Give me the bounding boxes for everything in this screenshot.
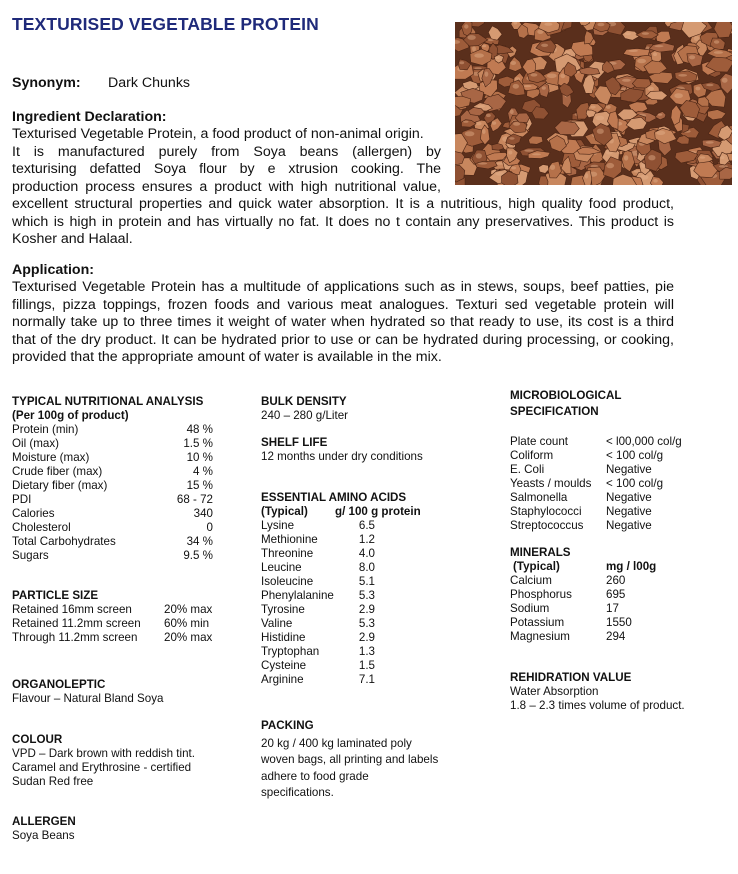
- amino-label: Valine: [261, 617, 293, 630]
- nutrition-label: PDI: [12, 493, 32, 506]
- colour-line: Caramel and Erythrosine - certified: [12, 761, 192, 774]
- micro-heading-2: SPECIFICATION: [510, 405, 599, 418]
- chunk-highlight: [624, 155, 628, 160]
- nutrition-value: 1.5 %: [183, 437, 213, 450]
- ingredient-line: Texturised Vegetable Protein, a food product of non-animal origin.: [12, 126, 424, 142]
- chunk-highlight: [472, 46, 476, 51]
- amino-label: Leucine: [261, 561, 302, 574]
- organoleptic-heading: ORGANOLEPTIC: [12, 678, 106, 691]
- chunk-highlight: [648, 87, 654, 91]
- amino-row: [261, 603, 471, 617]
- shelf-text: 12 months under dry conditions: [261, 450, 423, 463]
- amino-label: Tyrosine: [261, 603, 305, 616]
- amino-value: 6.5: [358, 519, 375, 532]
- particle-value: 20% max: [164, 631, 213, 644]
- particle-section: [12, 589, 237, 645]
- minerals-row: [510, 588, 735, 602]
- chunk-highlight: [706, 141, 714, 144]
- chunk-highlight: [464, 24, 468, 28]
- chunk-highlight: [596, 116, 605, 121]
- nutrition-value: 68 - 72: [176, 493, 213, 506]
- particle-value: 60% min: [164, 617, 210, 630]
- particle-label: Retained 16mm screen: [12, 603, 132, 616]
- allergen-text: Soya Beans: [12, 829, 75, 842]
- amino-label: Arginine: [261, 673, 304, 686]
- packing-heading: PACKING: [261, 719, 314, 732]
- chunk-highlight: [628, 50, 638, 52]
- chunk-highlight: [622, 79, 631, 82]
- amino-row: [261, 575, 471, 589]
- nutrition-row: [12, 521, 237, 535]
- amino-value: 4.0: [358, 547, 375, 560]
- allergen-heading: ALLERGEN: [12, 815, 76, 828]
- amino-value: 5.3: [358, 617, 375, 630]
- chunk-highlight: [544, 23, 552, 26]
- micro-row: [510, 463, 735, 477]
- amino-label: Lysine: [261, 519, 295, 532]
- chunk-highlight: [530, 73, 537, 76]
- nutrition-value: 48 %: [186, 423, 213, 436]
- rehydration-section: [510, 671, 685, 713]
- amino-value: 1.3: [358, 645, 375, 658]
- nutrition-value: 10 %: [186, 451, 213, 464]
- packing-line: woven bags, all printing and labels: [261, 753, 439, 766]
- application-text: Texturised Vegetable Protein has a multitude of applications such as in stews, soups, beef patties, pie fillings, pizza toppings, frozen foods and various meat analogues. Texturi sed vegetable protein will normally take up to three times it weight of water when hydrated so that ready to use, its cost is a third that of the dry product. It can be hydrated prior to use or can be hydrated during processing, or cooking, provided that the appropriate amount of water is available in the mix.: [12, 279, 674, 366]
- chunk-highlight: [550, 165, 555, 170]
- chunk-highlight: [625, 32, 631, 35]
- chunk-highlight: [694, 36, 699, 41]
- chunk-highlight: [606, 163, 614, 168]
- chunk-highlight: [476, 122, 482, 126]
- nutrition-row: [12, 423, 237, 437]
- bulk-text: 240 – 280 g/Liter: [261, 409, 349, 422]
- page-title: TEXTURISED VEGETABLE PROTEIN: [12, 14, 319, 34]
- chunk-highlight: [511, 166, 516, 169]
- minerals-value: 294: [606, 630, 626, 643]
- application-heading: Application:: [12, 262, 94, 278]
- amino-value: 8.0: [358, 561, 375, 574]
- micro-row: [510, 519, 735, 533]
- amino-row: [261, 631, 471, 645]
- chunk-highlight: [474, 53, 484, 57]
- minerals-subheading: [510, 560, 735, 574]
- chunk-highlight: [485, 71, 489, 76]
- nutrition-table: [12, 423, 237, 563]
- chunk-highlight: [585, 173, 589, 178]
- micro-value: Negative: [606, 491, 652, 504]
- chunk-highlight: [465, 131, 475, 136]
- micro-value: Negative: [606, 519, 652, 532]
- minerals-heading: MINERALS: [510, 546, 571, 559]
- amino-label: Tryptophan: [261, 645, 320, 658]
- packing-section: [261, 718, 438, 802]
- chunk-highlight: [714, 51, 723, 54]
- minerals-sub-left: (Typical): [513, 560, 560, 573]
- nutrition-label: Calories: [12, 507, 55, 520]
- minerals-row: [510, 616, 735, 630]
- amino-row: [261, 547, 471, 561]
- chunk-highlight: [637, 59, 646, 64]
- organoleptic-section: [12, 678, 163, 706]
- amino-row: [261, 659, 471, 673]
- nutrition-row: [12, 479, 237, 493]
- minerals-section: [510, 546, 735, 644]
- minerals-value: 17: [606, 602, 619, 615]
- nutrition-row: [12, 507, 237, 521]
- chunk-highlight: [597, 129, 604, 134]
- amino-value: 2.9: [358, 603, 375, 616]
- chunk-shape: [632, 79, 651, 88]
- packing-line: adhere to food grade: [261, 769, 369, 783]
- micro-label: Coliform: [510, 449, 554, 462]
- chunk-highlight: [467, 35, 475, 40]
- minerals-value: 260: [606, 574, 626, 587]
- chunk-highlight: [658, 114, 662, 116]
- amino-value: 2.9: [358, 631, 375, 644]
- particle-row: [12, 617, 237, 631]
- minerals-label: Calcium: [510, 574, 552, 587]
- minerals-label: Phosphorus: [510, 588, 572, 601]
- ingredient-line: texturising defatted Soya flour by e xtrusion cooking. The: [12, 161, 441, 178]
- micro-row: [510, 491, 735, 505]
- nutrition-value: 34 %: [186, 535, 213, 548]
- chunk-highlight: [482, 45, 486, 48]
- chunk-highlight: [510, 109, 514, 114]
- colour-section: [12, 733, 195, 789]
- nutrition-row: [12, 549, 237, 563]
- amino-value: 5.3: [358, 589, 375, 602]
- micro-label: Salmonella: [510, 491, 568, 504]
- nutrition-value: 9.5 %: [183, 549, 213, 562]
- nutrition-section: [12, 395, 237, 563]
- amino-row: [261, 645, 471, 659]
- chunk-highlight: [678, 74, 687, 77]
- micro-heading-block: [510, 388, 735, 420]
- synonym-label: Synonym:: [12, 75, 81, 91]
- amino-value: 7.1: [358, 673, 375, 686]
- nutrition-label: Cholesterol: [12, 521, 71, 534]
- minerals-row: [510, 602, 735, 616]
- minerals-value: 1550: [606, 616, 632, 629]
- shelf-section: [261, 436, 423, 464]
- chunk-highlight: [492, 121, 497, 124]
- amino-row: [261, 533, 471, 547]
- packing-line: 20 kg / 400 kg laminated poly: [261, 736, 412, 750]
- chunk-highlight: [496, 57, 500, 59]
- micro-label: Staphylococci: [510, 505, 582, 518]
- chunk-highlight: [474, 67, 482, 69]
- ingredient-line: It is manufactured purely from Soya beans (allergen) by: [12, 143, 441, 160]
- micro-label: Plate count: [510, 435, 569, 448]
- amino-row: [261, 673, 471, 687]
- nutrition-value: 15 %: [186, 479, 213, 492]
- chunk-highlight: [509, 137, 514, 140]
- nutrition-value: 4 %: [193, 465, 213, 478]
- ingredient-heading: Ingredient Declaration:: [12, 109, 167, 125]
- chunk-highlight: [513, 122, 520, 126]
- chunk-highlight: [547, 74, 557, 79]
- nutrition-label: Protein (min): [12, 423, 79, 436]
- nutrition-row: [12, 465, 237, 479]
- minerals-row: [510, 574, 735, 588]
- rehydration-line: Water Absorption: [510, 685, 599, 698]
- amino-sub-right: g/ 100 g protein: [335, 505, 421, 518]
- nutrition-subheading: (Per 100g of product): [12, 409, 129, 422]
- amino-value: 1.5: [358, 659, 375, 672]
- chunk-highlight: [689, 55, 695, 59]
- chunk-highlight: [642, 32, 649, 35]
- micro-heading: MICROBIOLOGICAL: [510, 389, 622, 402]
- micro-row: [510, 449, 735, 463]
- nutrition-value: 0: [206, 521, 213, 534]
- chunk-highlight: [482, 129, 486, 134]
- chunk-highlight: [653, 179, 658, 183]
- nutrition-row: [12, 437, 237, 451]
- micro-value: < l00,000 col/g: [606, 435, 682, 448]
- chunk-highlight: [648, 155, 655, 160]
- chunk-highlight: [523, 85, 531, 87]
- synonym-value: Dark Chunks: [108, 75, 191, 91]
- micro-value: Negative: [606, 505, 652, 518]
- organoleptic-text: Flavour – Natural Bland Soya: [12, 692, 164, 705]
- chunk-highlight: [476, 153, 482, 158]
- nutrition-row: [12, 451, 237, 465]
- nutrition-label: Oil (max): [12, 437, 60, 450]
- chunk-highlight: [542, 86, 546, 89]
- micro-row: [510, 435, 735, 449]
- chunk-highlight: [541, 44, 548, 47]
- chunk-highlight: [606, 105, 611, 109]
- chunk-highlight: [653, 53, 657, 57]
- minerals-label: Potassium: [510, 616, 565, 629]
- chunk-highlight: [478, 162, 487, 164]
- minerals-label: Magnesium: [510, 630, 570, 643]
- ingredient-narrow-text: [12, 126, 441, 196]
- chunk-highlight: [714, 40, 719, 43]
- micro-row: [510, 505, 735, 519]
- chunk-highlight: [511, 61, 517, 65]
- nutrition-heading: TYPICAL NUTRITIONAL ANALYSIS: [12, 395, 204, 408]
- colour-line: Sudan Red free: [12, 775, 94, 788]
- soya-chunks-photo: [455, 22, 732, 185]
- nutrition-label: Sugars: [12, 549, 49, 562]
- colour-heading: COLOUR: [12, 733, 63, 746]
- chunk-highlight: [590, 106, 595, 109]
- chunk-highlight: [700, 156, 706, 159]
- particle-heading: PARTICLE SIZE: [12, 589, 99, 602]
- chunk-highlight: [532, 153, 541, 155]
- amino-label: Phenylalanine: [261, 589, 334, 602]
- chunk-highlight: [597, 23, 604, 27]
- chunk-highlight: [478, 105, 486, 107]
- chunk-highlight: [459, 61, 464, 64]
- micro-row: [510, 477, 735, 491]
- chunk-highlight: [654, 45, 663, 47]
- chunk-highlight: [695, 87, 700, 91]
- particle-label: Retained 11.2mm screen: [12, 617, 141, 630]
- rehydration-heading: REHIDRATION VALUE: [510, 671, 632, 684]
- amino-row: [261, 617, 471, 631]
- ingredient-line: production process ensures a product with high nutritional value,: [12, 178, 441, 195]
- amino-label: Cysteine: [261, 659, 307, 672]
- bulk-section: [261, 395, 348, 423]
- nutrition-label: Total Carbohydrates: [12, 535, 116, 548]
- amino-label: Threonine: [261, 547, 314, 560]
- micro-value: < 100 col/g: [606, 449, 664, 462]
- chunk-highlight: [486, 114, 491, 117]
- particle-value: 20% max: [164, 603, 213, 616]
- chunk-highlight: [463, 121, 469, 123]
- amino-label: Isoleucine: [261, 575, 314, 588]
- packing-line: specifications.: [261, 786, 334, 799]
- amino-row: [261, 561, 471, 575]
- nutrition-value: 340: [193, 507, 213, 520]
- chunk-highlight: [706, 84, 713, 86]
- nutrition-label: Moisture (max): [12, 451, 90, 464]
- nutrition-label: Dietary fiber (max): [12, 479, 108, 492]
- nutrition-label: Crude fiber (max): [12, 465, 103, 478]
- minerals-row: [510, 630, 735, 644]
- nutrition-row: [12, 535, 237, 549]
- allergen-section: [12, 815, 76, 843]
- amino-label: Histidine: [261, 631, 306, 644]
- rehydration-line: 1.8 – 2.3 times volume of product.: [510, 699, 685, 712]
- bulk-heading: BULK DENSITY: [261, 395, 347, 408]
- amino-label: Methionine: [261, 533, 318, 546]
- minerals-sub-right: mg / l00g: [606, 560, 657, 573]
- particle-row: [12, 631, 237, 645]
- micro-label: Streptococcus: [510, 519, 584, 532]
- minerals-table: [510, 574, 735, 644]
- particle-label: Through 11.2mm screen: [12, 631, 138, 644]
- micro-value: < 100 col/g: [606, 477, 664, 490]
- micro-label: E. Coli: [510, 463, 545, 476]
- amino-row: [261, 589, 471, 603]
- synonym-row: [12, 75, 191, 93]
- particle-table: [12, 603, 237, 645]
- amino-row: [261, 519, 471, 533]
- chunk-highlight: [513, 84, 519, 89]
- micro-table: [510, 435, 735, 533]
- colour-line: VPD – Dark brown with reddish tint.: [12, 747, 195, 760]
- amino-subheading: [261, 505, 471, 519]
- amino-heading: ESSENTIAL AMINO ACIDS: [261, 491, 407, 504]
- particle-row: [12, 603, 237, 617]
- nutrition-row: [12, 493, 237, 507]
- amino-value: 1.2: [358, 533, 375, 546]
- ingredient-wide-text: excellent structural properties and quick water absorption. It is a nutritious, high quality food product, which is high in protein and has virtually no fat. It does no t contain any preservatives. This product is Kosher and Halaal.: [12, 196, 674, 248]
- minerals-label: Sodium: [510, 602, 550, 615]
- minerals-value: 695: [606, 588, 626, 601]
- chunk-highlight: [721, 156, 725, 159]
- shelf-heading: SHELF LIFE: [261, 436, 328, 449]
- chunk-highlight: [656, 131, 665, 135]
- chunk-highlight: [524, 149, 533, 151]
- amino-value: 5.1: [358, 575, 375, 588]
- chunk-highlight: [508, 151, 512, 155]
- chunk-highlight: [722, 78, 728, 83]
- micro-label: Yeasts / moulds: [510, 477, 592, 490]
- amino-section: [261, 491, 471, 687]
- amino-sub-left: (Typical): [261, 505, 308, 518]
- chunk-highlight: [674, 93, 683, 98]
- micro-value: Negative: [606, 463, 652, 476]
- amino-table: [261, 519, 471, 687]
- chunk-shape: [539, 176, 548, 185]
